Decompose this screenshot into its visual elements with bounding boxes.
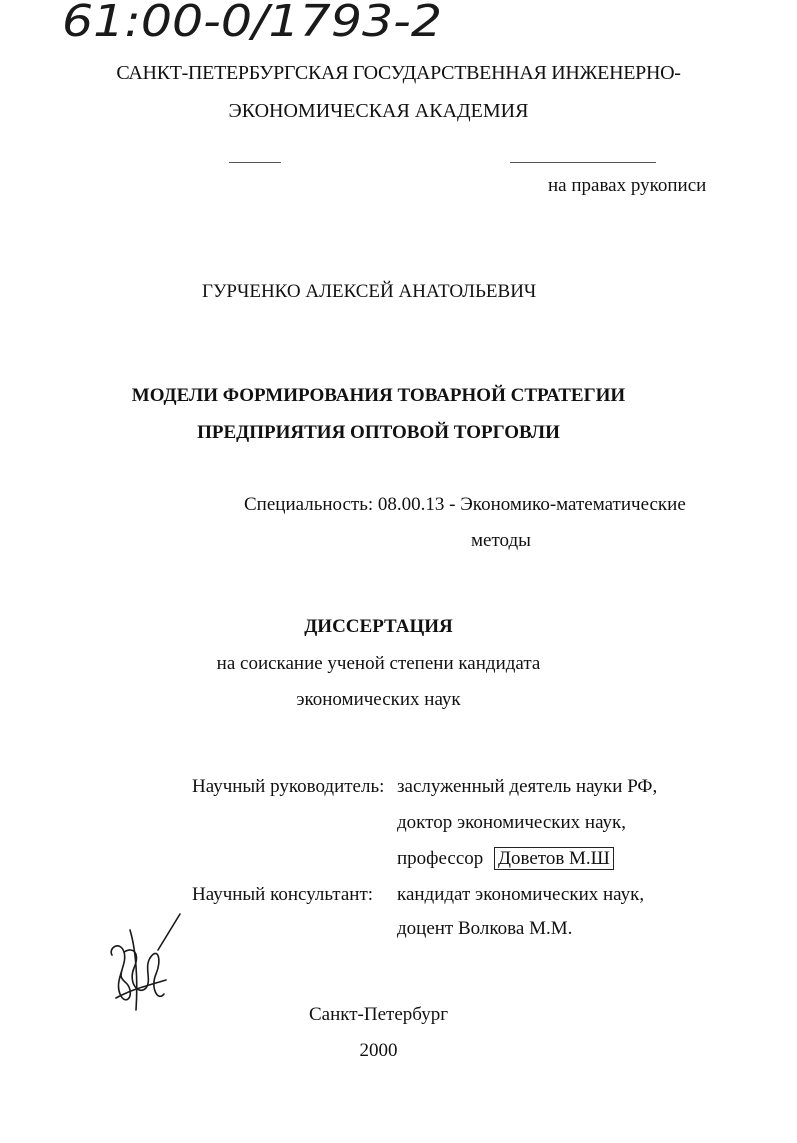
thesis-title-line-1: МОДЕЛИ ФОРМИРОВАНИЯ ТОВАРНОЙ СТРАТЕГИИ [131, 385, 626, 406]
year: 2000 [359, 1040, 398, 1061]
divider-right [510, 162, 656, 163]
author-name: ГУРЧЕНКО АЛЕКСЕЙ АНАТОЛЬЕВИЧ [202, 281, 537, 302]
specialty-line-1: Специальность: 08.00.13 - Экономико-математические [244, 494, 686, 515]
advisor-line-3 [397, 848, 614, 870]
consultant-label: Научный консультант: [192, 884, 374, 905]
advisor-title-prefix: профессор [397, 848, 484, 869]
advisor-line-2: доктор экономических наук, [397, 812, 627, 833]
divider-left [229, 162, 281, 163]
work-type-line-1: на соискание ученой степени кандидата [216, 653, 541, 674]
handwritten-catalog-number [60, 0, 450, 48]
advisor-name-boxed: Доветов М.Ш [494, 847, 614, 870]
work-type-heading: ДИССЕРТАЦИЯ [304, 616, 453, 637]
thesis-title-line-2: ПРЕДПРИЯТИЯ ОПТОВОЙ ТОРГОВЛИ [197, 422, 560, 443]
work-type-line-2: экономических наук [296, 689, 461, 710]
consultant-line-2: доцент Волкова М.М. [397, 918, 573, 939]
city: Санкт-Петербург [308, 1004, 448, 1025]
institution-line-1: САНКТ-ПЕТЕРБУРГСКАЯ ГОСУДАРСТВЕННАЯ ИНЖЕНЕРНО- [116, 62, 681, 84]
advisor-label: Научный руководитель: [192, 776, 385, 797]
specialty-line-2: методы [471, 530, 531, 551]
consultant-line-1: кандидат экономических наук, [397, 884, 645, 905]
institution-line-2: ЭКОНОМИЧЕСКАЯ АКАДЕМИЯ [228, 100, 529, 122]
catalog-number-text: 61:00-0/1793-2 [62, 0, 442, 47]
manuscript-note: на правах рукописи [548, 175, 707, 196]
advisor-line-1: заслуженный деятель науки РФ, [397, 776, 658, 797]
